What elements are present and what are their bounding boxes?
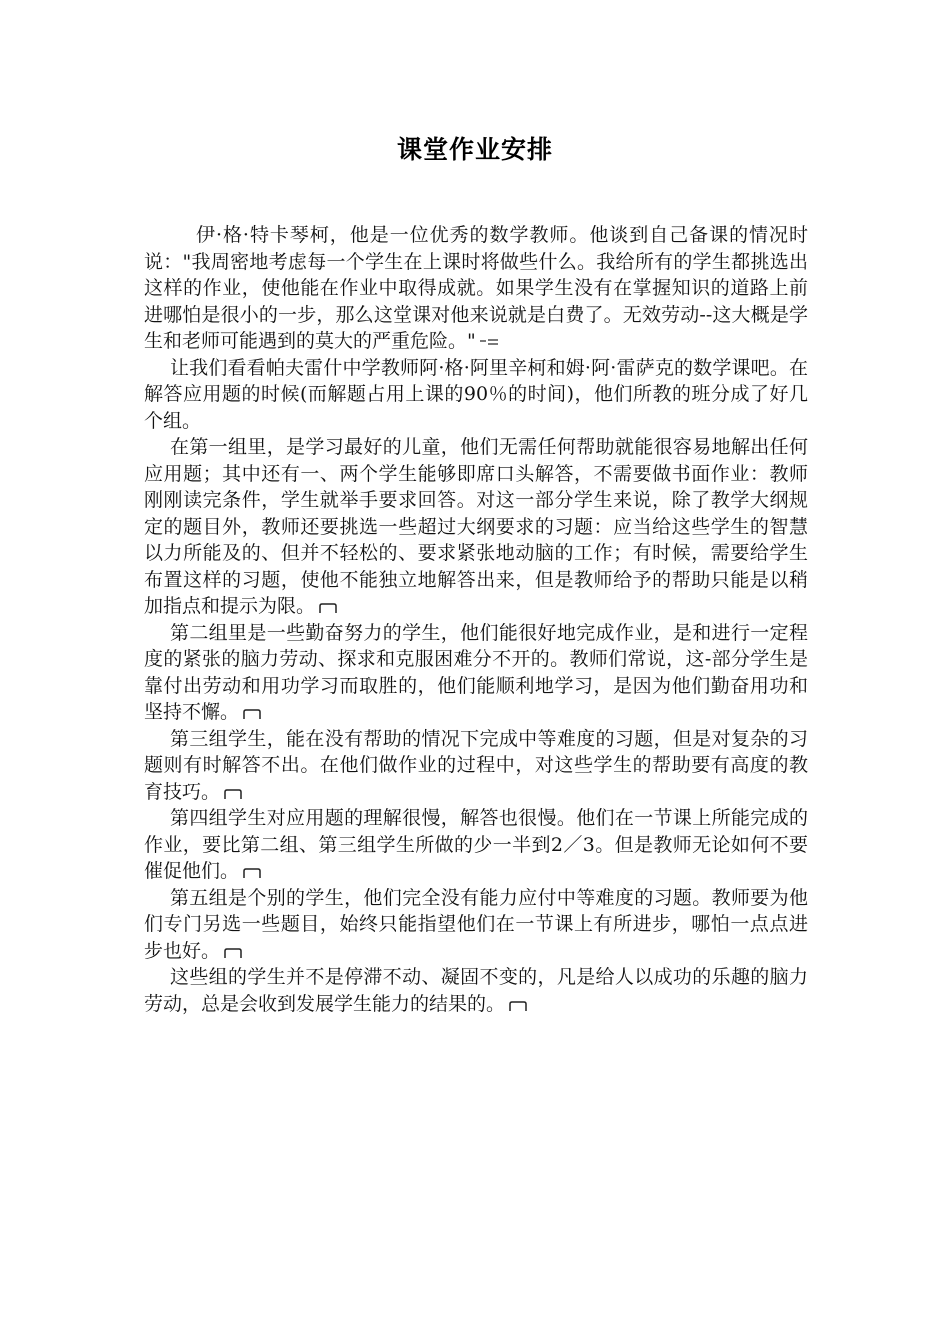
paragraph-text: 第三组学生，能在没有帮助的情况下完成中等难度的习题，但是对复杂的习题则有时解答不出。在他们做作业的过程中，对这些学生的帮助要有高度的教育技巧。 xyxy=(144,727,808,803)
paragraph-text: 第二组里是一些勤奋努力的学生，他们能很好地完成作业，是和进行一定程度的紧张的脑力劳动、探求和克服困难分不开的。教师们常说，这-部分学生是靠付出劳动和用功学习而取胜的，他们能顺利地学习，是因为他们勤奋用功和坚持不懈。 xyxy=(144,621,808,723)
bracket-mark-icon xyxy=(243,708,257,720)
paragraph-4 xyxy=(144,620,808,726)
paragraph-6 xyxy=(144,805,808,885)
paragraph-1 xyxy=(144,222,808,355)
paragraph-3 xyxy=(144,434,808,620)
paragraph-5 xyxy=(144,726,808,806)
paragraph-2 xyxy=(144,355,808,435)
paragraph-text: 伊·格·特卡琴柯，他是一位优秀的数学教师。他谈到自己备课的情况时说："我周密地考虑每一个学生在上课时将做些什么。我给所有的学生都挑选出这样的作业，使他能在作业中取得成就。如果学生没有在掌握知识的道路上前进哪怕是很小的一步，那么这堂课对他来说就是白费了。无效劳动--这大概是学生和老师可能遇到的莫大的严重危险。" xyxy=(144,224,808,352)
bracket-mark-icon xyxy=(224,788,238,800)
paragraph-text: 这些组的学生并不是停滞不动、凝固不变的，凡是给人以成功的乐趣的脑力劳动，总是会收到发展学生能力的结果的。 xyxy=(144,966,808,1015)
paragraph-text: 让我们看看帕夫雷什中学教师阿·格·阿里辛柯和姆·阿·雷萨克的数学课吧。在解答应用题的时候(而解题占用上课的90％的时间)，他们所教的班分成了好几个组。 xyxy=(144,356,808,432)
bracket-mark-icon xyxy=(224,947,238,959)
document-body xyxy=(144,222,808,1017)
bracket-mark-icon xyxy=(509,1000,523,1012)
equals-mark-icon xyxy=(478,335,500,349)
paragraph-text: 第五组是个别的学生，他们完全没有能力应付中等难度的习题。教师要为他们专门另选一些题目，始终只能指望他们在一节课上有所进步，哪怕一点点进步也好。 xyxy=(144,886,808,962)
paragraph-8 xyxy=(144,964,808,1017)
paragraph-7 xyxy=(144,885,808,965)
paragraph-text: 第四组学生对应用题的理解很慢，解答也很慢。他们在一节课上所能完成的作业，要比第二组、第三组学生所做的少一半到2／3。但是教师无论如何不要催促他们。 xyxy=(144,807,808,882)
bracket-mark-icon xyxy=(243,867,257,879)
document-title: 课堂作业安排 xyxy=(396,135,553,164)
bracket-mark-icon xyxy=(319,602,333,614)
paragraph-text: 在第一组里，是学习最好的儿童，他们无需任何帮助就能很容易地解出任何应用题；其中还有一、两个学生能够即席口头解答，不需要做书面作业：教师刚刚读完条件，学生就举手要求回答。对这一部分学生来说，除了教学大纲规定的题目外，教师还要挑选一些超过大纲要求的习题：应当给这些学生的智慧以力所能及的、但并不轻松的、要求紧张地动脑的工作；有时候，需要给学生布置这样的习题，使他不能独立地解答出来，但是教师给予的帮助只能是以稍加指点和提示为限。 xyxy=(144,436,808,617)
